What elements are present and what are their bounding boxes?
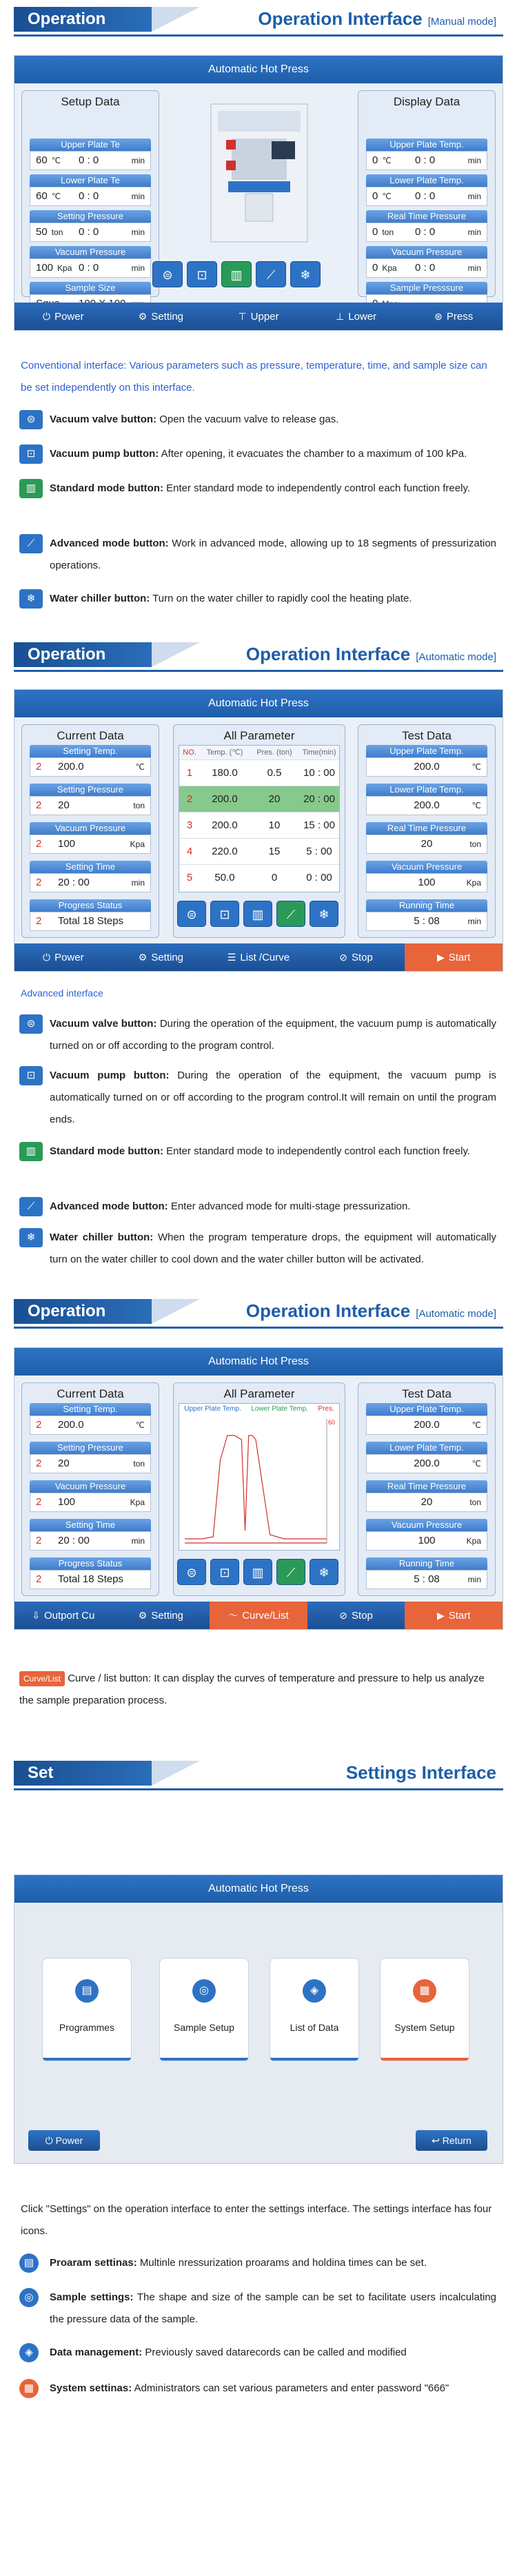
setup-value: 60 ℃ 0 : 0 min bbox=[30, 151, 151, 170]
intro-conventional: Conventional interface: Various parameters such as pressure, temperature, time, and sample size can be set independently on this interface. bbox=[21, 360, 487, 393]
test-value: 200.0 ℃ bbox=[366, 796, 487, 815]
setup-value: 50 ton 0 : 0 min bbox=[30, 223, 151, 242]
sample-setup-icon: ◎ bbox=[192, 1979, 216, 2003]
bottom-toolbar bbox=[14, 303, 503, 330]
curve-plot bbox=[179, 1415, 339, 1550]
table-cell: 200.0 bbox=[212, 793, 238, 805]
current-field[interactable] bbox=[30, 1557, 151, 1591]
current-field[interactable] bbox=[30, 1480, 151, 1513]
standard-mode-button[interactable]: ▥ bbox=[243, 1559, 272, 1585]
section-tab: Operation bbox=[14, 1299, 152, 1324]
test-value: 100 Kpa bbox=[366, 873, 487, 892]
current-field[interactable] bbox=[30, 899, 151, 932]
app-title: Automatic Hot Press bbox=[14, 56, 503, 83]
curve-list-badge: Curve/List bbox=[19, 1671, 65, 1686]
data-management-icon: ◈ bbox=[19, 2343, 39, 2362]
display-label: Vacuum Pressure bbox=[366, 246, 487, 258]
curve-list-button[interactable]: 〜 Curve/List bbox=[210, 1602, 307, 1629]
test-data-heading: Test Data bbox=[402, 1387, 452, 1400]
display-value: 0 ℃ 0 : 0 min bbox=[366, 187, 487, 206]
test-field bbox=[366, 1519, 487, 1552]
setup-label: Sample Size bbox=[30, 282, 151, 294]
advanced-mode-button[interactable]: ⟋ bbox=[276, 1559, 305, 1585]
y-tick-label: 60 bbox=[328, 1419, 336, 1426]
vacuum-pump-button[interactable]: ⊡ bbox=[187, 261, 217, 287]
vacuum-valve-icon: ⊜ bbox=[19, 410, 43, 429]
mode-button-row bbox=[152, 261, 321, 287]
setup-field[interactable] bbox=[30, 210, 151, 243]
vacuum-pump-icon: ⊡ bbox=[19, 444, 43, 464]
advanced-mode-button[interactable]: ⟋ bbox=[256, 261, 286, 287]
table-cell: 15 : 00 bbox=[303, 819, 335, 831]
table-cell: 10 bbox=[268, 819, 281, 831]
setup-label: Lower Plate Te bbox=[30, 174, 151, 187]
all-parameter-heading: All Parameter bbox=[223, 1387, 295, 1400]
advanced-mode-icon: ⟋ bbox=[19, 1197, 43, 1216]
water-chiller-button[interactable]: ❄ bbox=[310, 901, 338, 927]
vacuum-valve-button[interactable]: ⊜ bbox=[177, 1559, 206, 1585]
current-value: 2 20 : 00 min bbox=[30, 873, 151, 892]
power-icon: ⏻ bbox=[45, 2135, 56, 2146]
table-row[interactable] bbox=[179, 812, 339, 838]
display-data-heading: Display Data bbox=[393, 95, 460, 108]
stop-button[interactable]: ⊘ Stop bbox=[307, 943, 405, 971]
mode-button-row bbox=[177, 1559, 338, 1585]
current-data-heading: Current Data bbox=[57, 729, 124, 742]
desc-data-management: ◈ Data management: Previously saved datarecords can be called and modified bbox=[19, 2342, 496, 2364]
desc-program-settings: ▤ Proaram settinas: Multinle nressurization proarams and holdina times can be set. bbox=[19, 2252, 496, 2274]
test-value: 200.0 ℃ bbox=[366, 1454, 487, 1473]
display-value: 0 Kpa 0 : 0 min bbox=[366, 258, 487, 278]
setup-field[interactable] bbox=[30, 139, 151, 172]
table-cell: 20 bbox=[268, 793, 281, 805]
test-field bbox=[366, 822, 487, 855]
setup-label: Upper Plate Te bbox=[30, 139, 151, 151]
curve-screen bbox=[14, 1347, 503, 1630]
current-value: 2 20 ton bbox=[30, 796, 151, 815]
setting-button[interactable]: ⚙ Setting bbox=[112, 943, 210, 971]
mode-button-row bbox=[177, 901, 338, 927]
app-title: Automatic Hot Press bbox=[14, 690, 503, 717]
setup-label: Vacuum Pressure bbox=[30, 246, 151, 258]
parameter-table bbox=[179, 745, 340, 892]
setup-data-heading: Setup Data bbox=[61, 95, 120, 108]
test-value: 200.0 ℃ bbox=[366, 1415, 487, 1435]
test-field bbox=[366, 784, 487, 817]
desc-vacuum-valve: ⊜ Vacuum valve button: Open the vacuum valve to release gas. bbox=[19, 409, 496, 431]
stop-button[interactable]: ⊘ Stop bbox=[307, 1602, 405, 1629]
table-header: NO. Temp. (℃) Pres. (ton) Time(min) bbox=[179, 746, 339, 759]
current-label: Setting Pressure bbox=[30, 784, 151, 796]
current-label: Vacuum Pressure bbox=[30, 1480, 151, 1493]
current-field[interactable] bbox=[30, 1442, 151, 1475]
system-setup-icon: ▦ bbox=[413, 1979, 436, 2003]
lower-icon: ⊥ bbox=[336, 311, 345, 322]
current-value: 2 100 Kpa bbox=[30, 835, 151, 854]
section-tab: Operation bbox=[14, 7, 152, 32]
table-row[interactable] bbox=[179, 838, 339, 864]
test-value: 5 : 08 min bbox=[366, 912, 487, 931]
table-cell: 2 bbox=[186, 793, 193, 805]
table-cell: 0 : 00 bbox=[306, 872, 332, 883]
section-title: Settings Interface bbox=[345, 1762, 496, 1783]
desc-auto-vacuum-valve: ⊜ Vacuum valve button: During the operation of the equipment, the vacuum pump is automatically turned on or off according to the program control. bbox=[19, 1013, 496, 1057]
advanced-mode-button[interactable]: ⟋ bbox=[276, 901, 305, 927]
desc-standard-mode: ▥ Standard mode button: Enter standard mode to independently control each function freely. bbox=[19, 478, 496, 500]
test-value: 5 : 08 min bbox=[366, 1570, 487, 1589]
desc-sample-settings: ◎ Sample settings: The shape and size of the sample can be set to facilitate users incalculating the pressure data of the sample. bbox=[19, 2287, 496, 2331]
current-field[interactable] bbox=[30, 861, 151, 894]
section-header-settings bbox=[14, 1761, 503, 1792]
manual-mode-screen bbox=[14, 55, 503, 331]
test-label: Running Time bbox=[366, 1557, 487, 1570]
test-label: Real Time Pressure bbox=[366, 822, 487, 835]
chart-legend bbox=[179, 1404, 339, 1415]
current-value: 2 200.0 ℃ bbox=[30, 757, 151, 777]
vacuum-valve-button[interactable]: ⊜ bbox=[177, 901, 206, 927]
standard-mode-button[interactable]: ▥ bbox=[221, 261, 252, 287]
app-title: Automatic Hot Press bbox=[14, 1875, 503, 1903]
water-chiller-icon: ❄ bbox=[19, 589, 43, 609]
tile-list-of-data[interactable]: ◈ List of Data bbox=[270, 1958, 359, 2061]
display-value: 0 ℃ 0 : 0 min bbox=[366, 151, 487, 170]
power-button[interactable]: ⏻ Power bbox=[14, 943, 112, 971]
tile-sample-setup[interactable]: ◎ Sample Setup bbox=[159, 1958, 249, 2061]
export-icon: ⇩ bbox=[32, 1610, 40, 1621]
display-field[interactable] bbox=[366, 139, 487, 172]
test-label: Real Time Pressure bbox=[366, 1480, 487, 1493]
current-label: Vacuum Pressure bbox=[30, 822, 151, 835]
standard-mode-icon: ▥ bbox=[19, 1142, 43, 1161]
current-field[interactable] bbox=[30, 822, 151, 855]
intro-advanced: Advanced interface bbox=[21, 988, 103, 999]
power-icon: ⏻ bbox=[42, 311, 51, 322]
system-settings-icon: ▦ bbox=[19, 2379, 39, 2398]
start-icon: ▶ bbox=[436, 952, 445, 963]
section-title: Operation Interface [Manual mode] bbox=[258, 8, 496, 29]
list-of-data-icon: ◈ bbox=[303, 1979, 326, 2003]
setup-value: 60 ℃ 0 : 0 min bbox=[30, 187, 151, 206]
table-cell: 10 : 00 bbox=[303, 767, 335, 779]
desc-system-settings: ▦ System settinas: Administrators can set various parameters and enter password "666" bbox=[19, 2378, 496, 2400]
current-field[interactable] bbox=[30, 1403, 151, 1436]
upper-icon: ⊤ bbox=[238, 311, 247, 322]
vacuum-valve-button[interactable]: ⊜ bbox=[152, 261, 183, 287]
gear-icon: ⚙ bbox=[138, 1610, 148, 1621]
legend-pres: Pres. bbox=[318, 1405, 334, 1413]
display-field[interactable] bbox=[366, 246, 487, 279]
current-label: Setting Pressure bbox=[30, 1442, 151, 1454]
start-button[interactable]: ▶ Start bbox=[405, 1602, 503, 1629]
current-value: 2 20 ton bbox=[30, 1454, 151, 1473]
table-cell: 5 bbox=[186, 872, 193, 883]
bottom-toolbar bbox=[14, 1602, 503, 1629]
section-header-curve bbox=[14, 1299, 503, 1331]
hot-press-machine-image bbox=[190, 97, 328, 245]
test-label: Running Time bbox=[366, 899, 487, 912]
test-field bbox=[366, 1557, 487, 1591]
desc-auto-water-chiller: ❄ Water chiller button: When the program temperature drops, the equipment will automatically turn on the water chiller to cool down and the water chiller button will be activated. bbox=[19, 1227, 496, 1271]
programmes-icon: ▤ bbox=[75, 1979, 99, 2003]
current-label: Setting Temp. bbox=[30, 1403, 151, 1415]
test-value: 200.0 ℃ bbox=[366, 757, 487, 777]
press-button[interactable]: ⊛ Press bbox=[405, 303, 503, 330]
stop-icon: ⊘ bbox=[339, 952, 348, 963]
water-chiller-icon: ❄ bbox=[19, 1228, 43, 1247]
setting-button[interactable]: ⚙ Setting bbox=[112, 303, 210, 330]
test-value: 20 ton bbox=[366, 835, 487, 854]
curve-chart bbox=[179, 1403, 340, 1551]
current-field[interactable] bbox=[30, 784, 151, 817]
bottom-toolbar bbox=[14, 943, 503, 971]
stop-icon: ⊘ bbox=[339, 1610, 348, 1621]
test-field bbox=[366, 1442, 487, 1475]
current-label: Setting Time bbox=[30, 1519, 151, 1531]
settings-screen bbox=[14, 1874, 503, 2164]
table-cell: 5 : 00 bbox=[306, 846, 332, 857]
table-cell: 0.5 bbox=[267, 767, 282, 779]
table-cell: 0 bbox=[271, 872, 278, 883]
test-label: Upper Plate Temp. bbox=[366, 745, 487, 757]
tile-programmes[interactable]: ▤ Programmes bbox=[42, 1958, 132, 2061]
section-title: Operation Interface [Automatic mode] bbox=[245, 1300, 496, 1321]
legend-upper: Upper Plate Temp. bbox=[184, 1405, 241, 1413]
display-label: Upper Plate Temp. bbox=[366, 139, 487, 151]
gear-icon: ⚙ bbox=[138, 311, 148, 322]
intro-settings: Click "Settings" on the operation interface to enter the settings interface. The settings interface has four icons. bbox=[21, 2203, 492, 2237]
water-chiller-button[interactable]: ❄ bbox=[290, 261, 321, 287]
test-label: Upper Plate Temp. bbox=[366, 1403, 487, 1415]
current-value: 2 Total 18 Steps bbox=[30, 1570, 151, 1589]
current-label: Progress Status bbox=[30, 899, 151, 912]
display-label: Sample Presssure bbox=[366, 282, 487, 294]
desc-auto-standard-mode: ▥ Standard mode button: Enter standard mode to independently control each function freely. bbox=[19, 1141, 496, 1163]
test-field bbox=[366, 1480, 487, 1513]
test-field bbox=[366, 899, 487, 932]
desc-auto-vacuum-pump: ⊡ Vacuum pump button: During the operation of the equipment, the vacuum pump is automatically turned on or off according to the program control.It will remain on until the program ends. bbox=[19, 1065, 496, 1131]
table-cell: 220.0 bbox=[212, 846, 238, 857]
press-icon: ⊛ bbox=[434, 311, 443, 322]
legend-lower: Lower Plate Temp. bbox=[251, 1405, 308, 1413]
table-row[interactable] bbox=[179, 759, 339, 786]
return-icon: ↩ bbox=[432, 2135, 443, 2146]
section-header-manual bbox=[14, 7, 503, 39]
start-icon: ▶ bbox=[436, 1610, 445, 1621]
test-label: Vacuum Pressure bbox=[366, 1519, 487, 1531]
test-label: Lower Plate Temp. bbox=[366, 784, 487, 796]
display-value: 0 ton 0 : 0 min bbox=[366, 223, 487, 242]
desc-advanced-mode: ⟋ Advanced mode button: Work in advanced mode, allowing up to 18 segments of pressurization operations. bbox=[19, 533, 496, 577]
vacuum-pump-icon: ⊡ bbox=[19, 1066, 43, 1085]
table-cell: 20 : 00 bbox=[303, 793, 335, 805]
list-curve-button[interactable]: ☰ List /Curve bbox=[210, 943, 307, 971]
water-chiller-button[interactable]: ❄ bbox=[310, 1559, 338, 1585]
display-field[interactable] bbox=[366, 174, 487, 207]
display-label: Lower Plate Temp. bbox=[366, 174, 487, 187]
section-title: Operation Interface [Automatic mode] bbox=[245, 644, 496, 664]
section-tab: Operation bbox=[14, 642, 152, 667]
current-label: Setting Time bbox=[30, 861, 151, 873]
section-tab: Set bbox=[14, 1761, 152, 1786]
test-label: Vacuum Pressure bbox=[366, 861, 487, 873]
setup-label: Setting Pressure bbox=[30, 210, 151, 223]
upper-button[interactable]: ⊤ Upper bbox=[210, 303, 307, 330]
current-value: 2 20 : 00 min bbox=[30, 1531, 151, 1551]
vacuum-valve-icon: ⊜ bbox=[19, 1014, 43, 1034]
table-cell: 50.0 bbox=[214, 872, 235, 883]
app-title: Automatic Hot Press bbox=[14, 1348, 503, 1376]
current-value: 2 Total 18 Steps bbox=[30, 912, 151, 931]
vacuum-pump-button[interactable]: ⊡ bbox=[210, 901, 239, 927]
test-label: Lower Plate Temp. bbox=[366, 1442, 487, 1454]
test-field bbox=[366, 745, 487, 778]
test-field bbox=[366, 861, 487, 894]
return-button[interactable]: ↩ Return bbox=[416, 2130, 487, 2151]
desc-curve-list: Curve/List Curve / list button: It can display the curves of temperature and pressure to help us analyze the sample preparation process. bbox=[19, 1673, 485, 1706]
outport-curve-button[interactable]: ⇩ Outport Cu bbox=[14, 1602, 112, 1629]
desc-auto-advanced-mode: ⟋ Advanced mode button: Enter advanced mode for multi-stage pressurization. bbox=[19, 1196, 496, 1218]
curve-icon: 〜 bbox=[228, 1610, 239, 1621]
table-row[interactable] bbox=[179, 864, 339, 890]
power-button[interactable]: ⏻ Power bbox=[28, 2130, 100, 2151]
program-settings-icon: ▤ bbox=[19, 2253, 39, 2273]
current-field[interactable] bbox=[30, 745, 151, 778]
display-field[interactable] bbox=[366, 210, 487, 243]
tile-system-setup[interactable]: ▦ System Setup bbox=[380, 1958, 469, 2061]
current-field[interactable] bbox=[30, 1519, 151, 1552]
start-button[interactable]: ▶ Start bbox=[405, 943, 503, 971]
list-icon: ☰ bbox=[227, 952, 236, 963]
current-label: Setting Temp. bbox=[30, 745, 151, 757]
automatic-mode-screen bbox=[14, 689, 503, 972]
desc-vacuum-pump: ⊡ Vacuum pump button: After opening, it evacuates the chamber to a maximum of 100 kPa. bbox=[19, 443, 496, 465]
table-cell: 180.0 bbox=[212, 767, 238, 779]
current-value: 2 200.0 ℃ bbox=[30, 1415, 151, 1435]
test-value: 100 Kpa bbox=[366, 1531, 487, 1551]
lower-button[interactable]: ⊥ Lower bbox=[307, 303, 405, 330]
display-label: Real Time Pressure bbox=[366, 210, 487, 223]
table-row[interactable] bbox=[179, 786, 339, 812]
test-data-heading: Test Data bbox=[402, 729, 452, 742]
gear-icon: ⚙ bbox=[138, 952, 148, 963]
table-cell: 200.0 bbox=[212, 819, 238, 831]
power-icon: ⏻ bbox=[42, 952, 51, 963]
section-header-auto bbox=[14, 642, 503, 674]
advanced-mode-icon: ⟋ bbox=[19, 534, 43, 553]
table-cell: 4 bbox=[186, 846, 193, 857]
table-cell: 3 bbox=[186, 819, 193, 831]
current-data-heading: Current Data bbox=[57, 1387, 124, 1400]
all-parameter-heading: All Parameter bbox=[223, 729, 295, 742]
table-cell: 15 bbox=[268, 846, 281, 857]
power-button[interactable]: ⏻ Power bbox=[14, 303, 112, 330]
setting-button[interactable]: ⚙ Setting bbox=[112, 1602, 210, 1629]
series-line-0 bbox=[185, 1435, 327, 1539]
setup-field[interactable] bbox=[30, 246, 151, 279]
standard-mode-button[interactable]: ▥ bbox=[243, 901, 272, 927]
sample-settings-icon: ◎ bbox=[19, 2288, 39, 2307]
setup-value: 100 Kpa 0 : 0 min bbox=[30, 258, 151, 278]
standard-mode-icon: ▥ bbox=[19, 479, 43, 498]
current-value: 2 100 Kpa bbox=[30, 1493, 151, 1512]
current-label: Progress Status bbox=[30, 1557, 151, 1570]
desc-water-chiller: ❄ Water chiller button: Turn on the water chiller to rapidly cool the heating plate. bbox=[19, 588, 496, 610]
vacuum-pump-button[interactable]: ⊡ bbox=[210, 1559, 239, 1585]
test-value: 20 ton bbox=[366, 1493, 487, 1512]
table-cell: 1 bbox=[186, 767, 193, 779]
test-field bbox=[366, 1403, 487, 1436]
setup-field[interactable] bbox=[30, 174, 151, 207]
